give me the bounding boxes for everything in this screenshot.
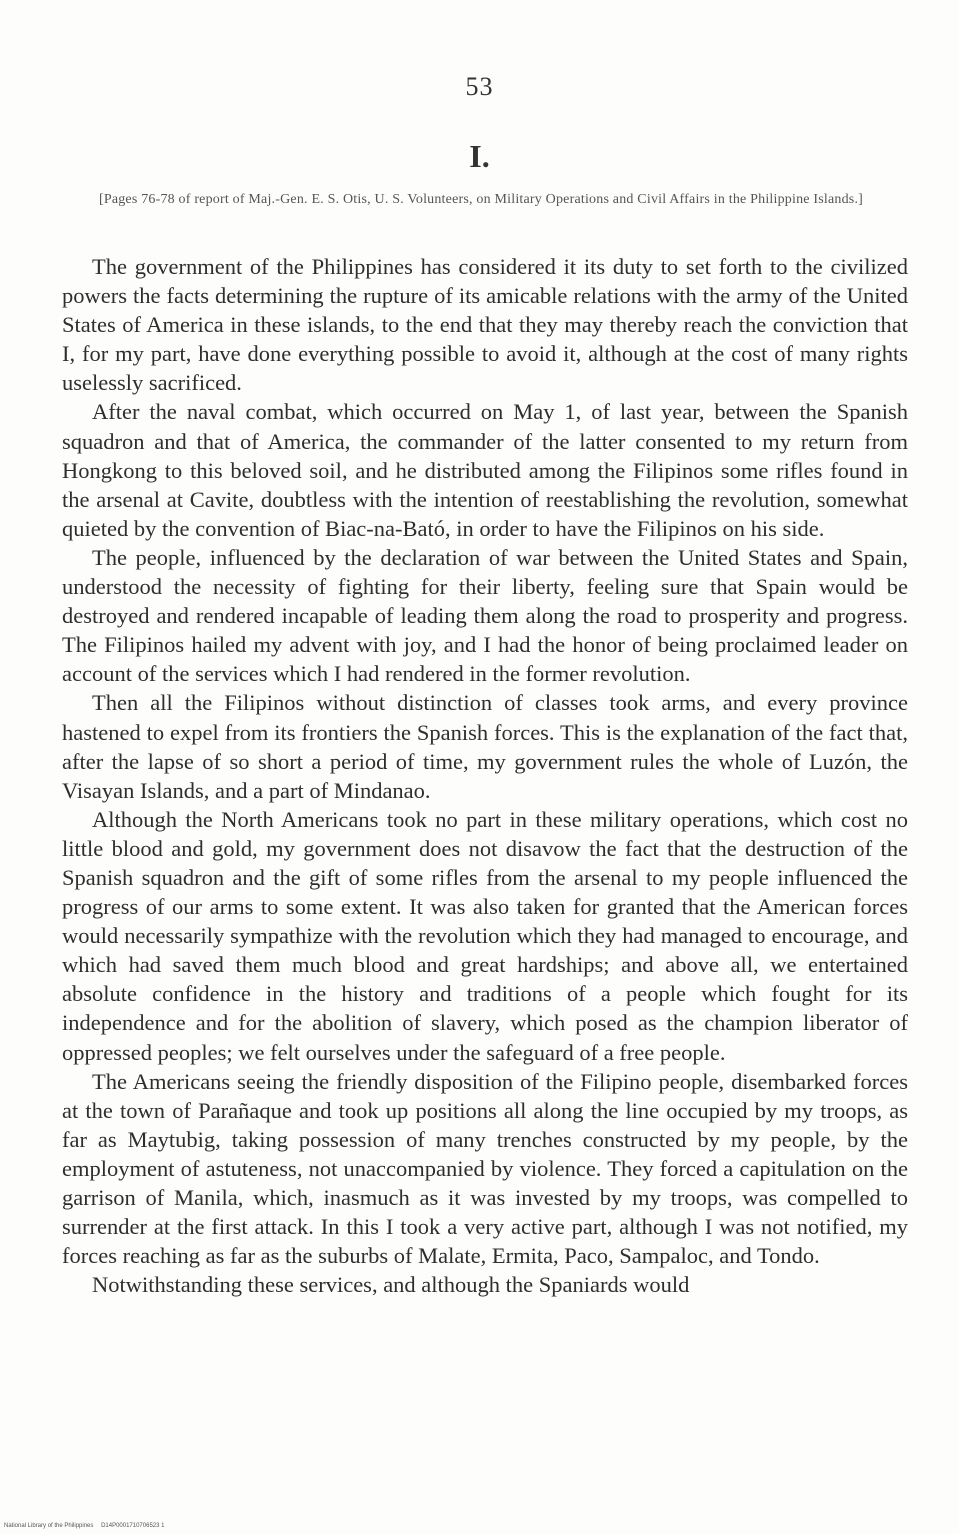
section-numeral: I. <box>469 138 490 174</box>
footer <box>4 1523 170 1529</box>
paragraph: After the naval combat, which occurred on May 1, of last year, between the Spanish squadron and that of America, the commander of the latter consented to my return from Hongkong to this beloved soil, and he distributed among the Filipinos some rifles found in the arsenal at Cavite, doubtless with the intention of reestablishing the revolution, somewhat quieted by the convention of Biac-na-Bató, in order to have the Filipinos on his side. <box>62 399 908 541</box>
paragraph: The Americans seeing the friendly disposition of the Filipino people, disembarked forces at the town of Parañaque and took up positions all along the line occupied by my troops, as far as Maytubig, taking possession of many trenches constructed by my people, by the employment of astuteness, not unaccompanied by violence. They forced a capitulation on the garrison of Manila, which, inasmuch as it was invested by my troops, was compelled to surrender at the first attack. In this I took a very active part, although I was not notified, my forces reaching as far as the suburbs of Malate, Ermita, Paco, Sampaloc, and Tondo. <box>62 1068 908 1269</box>
paragraph: Then all the Filipinos without distinction of classes took arms, and every province hastened to expel from its frontiers the Spanish forces. This is the explanation of the fact that, after the lapse of so short a period of time, my government rules the whole of Luzón, the Visayan Islands, and a part of Mindanao. <box>62 690 908 803</box>
paragraph: Although the North Americans took no part in these military operations, which cost no little blood and gold, my government does not disavow the fact that the destruction of the Spanish squadron and the gift of some rifles from the arsenal to my people influenced the progress of our arms to some extent. It was also taken for granted that the American forces would necessarily sympathize with the revolution which they had managed to encourage, and which had saved them much blood and great hardships; and above all, we entertained absolute confidence in the history and traditions of a people which fought for its independence and for the abolition of slavery, which posed as the champion liberator of oppressed peoples; we felt ourselves under the safeguard of a free people. <box>62 806 908 1065</box>
paragraph: The government of the Philippines has considered it its duty to set forth to the civilized powers the facts determining the rupture of its amicable relations with the army of the United States of America in these islands, to the end that they may thereby reach the conviction that I, for my part, have done everything possible to avoid it, although at the cost of many rights uselessly sacrificed. <box>62 254 908 396</box>
paragraph: The people, influenced by the declaration of war between the United States and Spain, understood the necessity of fighting for their liberty, feeling sure that Spain would be destroyed and rendered incapable of leading them along the road to prosperity and progress. The Filipinos hailed my advent with joy, and I had the honor of being proclaimed leader on account of the services which I had rendered in the former revolution. <box>62 544 908 687</box>
source-note: [Pages 76-78 of report of Maj.-Gen. E. S. Otis, U. S. Volunteers, on Military Operations and Civil Affairs in the Philippine Islands.] <box>98 192 864 207</box>
body-text <box>62 252 908 1299</box>
page-number: 53 <box>465 72 494 101</box>
footer-library: National Library of the Philippines <box>4 1523 94 1529</box>
paragraph: Notwithstanding these services, and although the Spaniards would <box>92 1272 690 1298</box>
footer-id: D14P0001710706523 1 <box>101 1523 165 1529</box>
